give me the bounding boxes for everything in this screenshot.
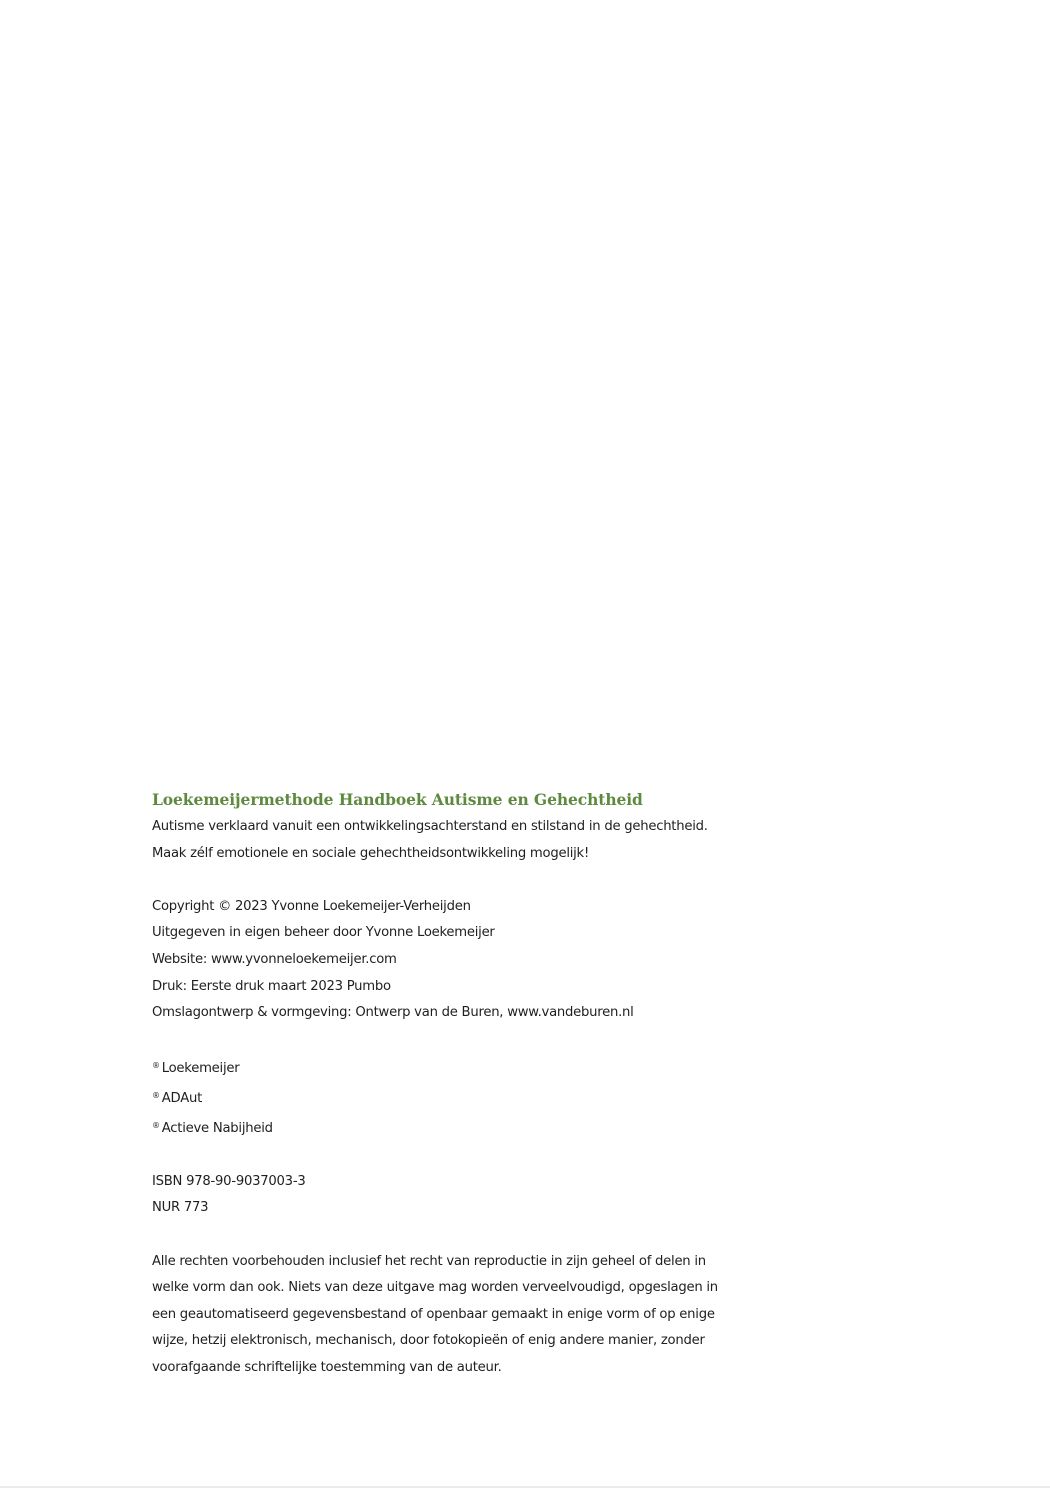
registered-mark: ®: [152, 1090, 160, 1100]
trademark-actieve-nabijheid: ® Actieve Nabijheid: [152, 1120, 273, 1136]
subtitle-line: Autisme verklaard vanuit een ontwikkelingsachterstand en stilstand in de gehechtheid.: [152, 819, 708, 834]
spacer: [152, 1142, 732, 1169]
rights-paragraph: [152, 1249, 732, 1382]
rights-line: welke vorm dan ook. Niets van deze uitgave mag worden verveelvoudigd, opgeslagen in: [152, 1280, 718, 1296]
print-line: Druk: Eerste druk maart 2023 Pumbo: [152, 978, 391, 994]
website-line: Website: www.yvonneloekemeijer.com: [152, 951, 397, 967]
spacer: [152, 1222, 732, 1249]
rights-line: een geautomatiseerd gegevensbestand of openbaar gemaakt in enige vorm of op enige: [152, 1306, 715, 1322]
colophon: [152, 786, 732, 1381]
subtitle-line: Maak zélf emotionele en sociale gehechtheidsontwikkeling mogelijk!: [152, 845, 589, 861]
publisher-line: Uitgegeven in eigen beheer door Yvonne Loekemeijer: [152, 925, 495, 941]
registered-mark: ®: [152, 1061, 160, 1071]
rights-line: Alle rechten voorbehouden inclusief het recht van reproductie in zijn geheel of delen in: [152, 1253, 706, 1269]
design-line: Omslagontwerp & vormgeving: Ontwerp van de Buren, www.vandeburen.nl: [152, 1005, 634, 1021]
trademark-loekemeijer: ® Loekemeijer: [152, 1061, 240, 1077]
rights-line: wijze, hetzij elektronisch, mechanisch, door fotokopieën of enig andere manier, zonder: [152, 1333, 705, 1349]
registered-mark: ®: [152, 1120, 160, 1130]
rights-line: voorafgaande schriftelijke toestemming van de auteur.: [152, 1359, 502, 1375]
copyright-line: Copyright © 2023 Yvonne Loekemeijer-Verheijden: [152, 898, 471, 914]
isbn-line: ISBN 978-90-9037003-3: [152, 1173, 306, 1189]
nur-line: NUR 773: [152, 1200, 209, 1216]
spacer: [152, 867, 732, 894]
spacer: [152, 1027, 732, 1054]
book-title: Loekemeijermethode Handboek Autisme en Gehechtheid: [152, 790, 643, 809]
trademark-adaut: ® ADAut: [152, 1090, 202, 1106]
